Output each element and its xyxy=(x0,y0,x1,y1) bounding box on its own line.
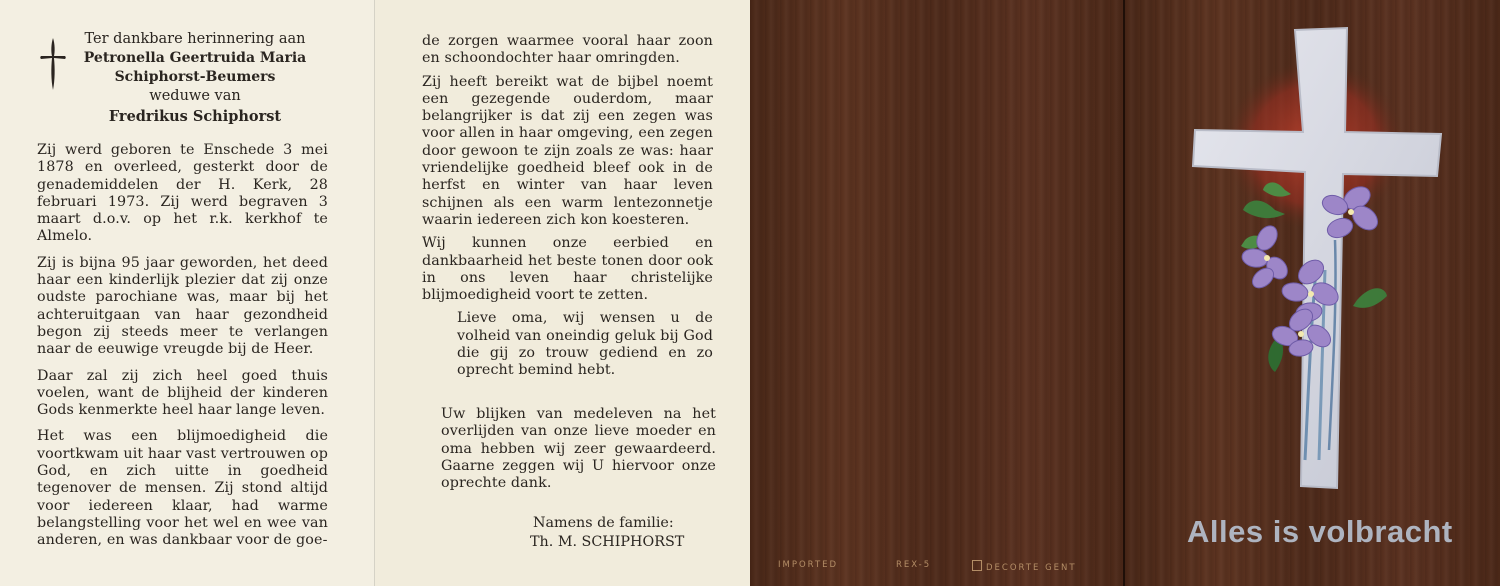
husband-name: Fredrikus Schiphorst xyxy=(108,108,282,125)
paragraph: Zij is bijna 95 jaar geworden, het deed haar een kinderlijk plezier dat zij onze oudste parochiane was, maar bij het achteruitgaan van haar gezondheid begon zij steeds meer te verlangen naar de eeuwige vreugde bij de Heer. xyxy=(37,254,328,358)
thanks-paragraph: Uw blijken van medeleven na het overlijden van onze lieve moeder en oma hebben wij zeer gewaardeerd. Gaarne zeggen wij U hiervoor onze oprechte dank. xyxy=(441,406,716,492)
paragraph: Zij werd geboren te Enschede 3 mei 1878 en overleed, gesterkt door de genademiddelen der H. Kerk, 28 februari 1973. Zij werd begraven 3 maart d.o.v. op het r.k. kerkhof te Almelo. xyxy=(37,142,328,245)
right-text-body xyxy=(422,33,713,386)
motto-title: Alles is volbracht xyxy=(1187,514,1453,549)
left-text-body xyxy=(37,142,328,559)
memorial-header xyxy=(30,30,360,126)
widow-of-label: weduwe van xyxy=(149,88,241,104)
imprint-imported: IMPORTED xyxy=(778,560,839,570)
deceased-name: Petronella Geertruida Maria xyxy=(83,50,307,66)
wish-paragraph: Lieve oma, wij wensen u de volheid van oneindig geluk bij God die gij zo trouw gediend en zo oprecht bemind hebt. xyxy=(457,310,713,379)
header-intro: Ter dankbare herinnering aan xyxy=(84,31,306,47)
memorial-page-left xyxy=(0,0,375,586)
imprint-publisher xyxy=(972,560,1077,573)
paragraph: de zorgen waarmee vooral haar zoon en schoondochter haar omringden. xyxy=(422,33,713,67)
deceased-surname: Schiphorst-Beumers xyxy=(114,69,276,85)
publisher-name: DECORTE GENT xyxy=(986,563,1077,573)
signature-name: Th. M. SCHIPHORST xyxy=(530,534,685,550)
paragraph: Zij heeft bereikt wat de bijbel noemt een gezegende ouderdom, maar belangrijker is dat zij een zegen was voor allen in haar omgeving, een zegen door gewoon te zijn zoals ze was: haar vriendelijke goedheid bleef ook in de herfst en winter van haar leven schijnen als een warm lentezonnetje waarin iedereen zich kon koesteren. xyxy=(422,73,713,228)
imprint-series: REX-5 xyxy=(896,560,932,570)
back-cover xyxy=(750,0,1125,586)
cross-shape xyxy=(1193,28,1441,488)
signature-intro-text: Namens de familie: xyxy=(533,515,674,531)
paragraph: Wij kunnen onze eerbied en dankbaarheid het beste tonen door ook in ons leven haar christelijke blijmoedigheid voort te zetten. xyxy=(422,235,713,304)
signature-intro xyxy=(530,514,730,552)
front-cover xyxy=(1125,0,1500,586)
paragraph: Daar zal zij zich heel goed thuis voelen, want de blijheid der kinderen Gods kenmerkte heel haar lange leven. xyxy=(37,367,328,419)
memorial-page-right xyxy=(375,0,750,586)
cross-with-violets-illustration xyxy=(1125,0,1500,586)
paragraph: Het was een blijmoedigheid die voortkwam uit haar vast vertrouwen op God, en zich uitte in goedheid tegenover de mensen. Zij stond altijd voor iedereen klaar, had warme belangstelling voor het wel en wee van anderen, en was dankbaar voor de goe- xyxy=(37,428,329,549)
publisher-logo-icon xyxy=(972,560,982,571)
